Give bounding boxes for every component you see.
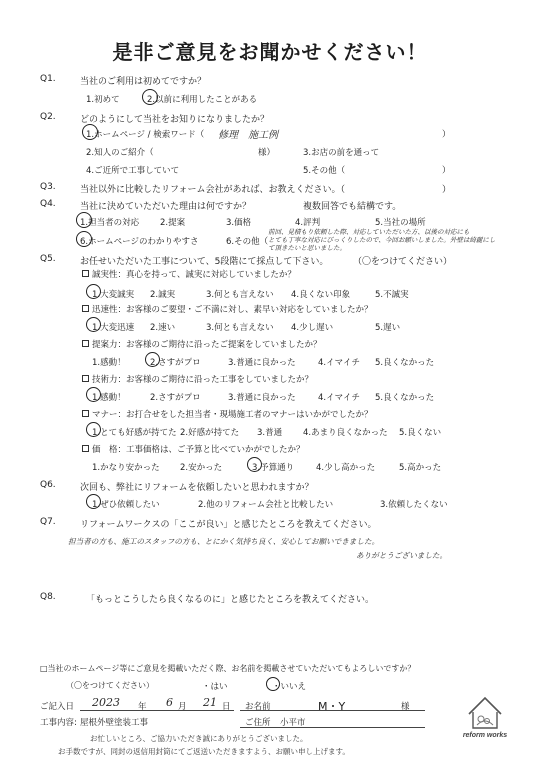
q2-question: どのようにして当社をお知りになりましたか？ xyxy=(80,115,270,125)
q5-manners-opt-5[interactable]: 5.良くない xyxy=(399,428,442,438)
house-logo-icon xyxy=(455,692,515,732)
q7-question: リフォームワークスの「ここが良い」と感じたところを教えてください。 xyxy=(80,520,377,530)
q4-number: Q4. xyxy=(40,199,56,209)
paren-close: ） xyxy=(442,185,452,195)
date-month-value[interactable]: 6 xyxy=(166,696,173,709)
q4-option-3[interactable]: 3.価格 xyxy=(226,218,252,228)
q2-option-3[interactable]: 3.お店の前を通って xyxy=(303,148,380,158)
q8-number: Q8. xyxy=(40,592,56,602)
q6-option-2[interactable]: 2.他のリフォーム会社と比較したい xyxy=(198,500,334,510)
answer-circle xyxy=(266,677,280,691)
address-label: ご住所 xyxy=(245,718,271,728)
work-value: 屋根外壁塗装工事 xyxy=(80,718,149,728)
checkbox-square xyxy=(82,270,89,277)
answer-circle xyxy=(145,352,160,367)
q5-proposal-opt-5[interactable]: 5.良くなかった xyxy=(375,358,435,368)
q2-handwritten-keywords: 修理 施工例 xyxy=(218,130,278,141)
q5-skill-opt-3[interactable]: 3.普通に良かった xyxy=(228,393,296,403)
answer-circle xyxy=(142,89,158,105)
q5-proposal-opt-4[interactable]: 4.イマイチ xyxy=(318,358,360,368)
q4-note: 複数回答でも結構です。 xyxy=(303,202,402,212)
answer-circle xyxy=(76,231,92,247)
consent-yes[interactable]: ・はい xyxy=(202,682,228,692)
q5-speed-opt-4[interactable]: 4.少し遅い xyxy=(291,323,334,333)
q4-option-6[interactable]: 6.ホームページのわかりやすさ xyxy=(80,237,199,247)
paren-close: ） xyxy=(442,166,451,176)
name-label: お名前 xyxy=(245,702,271,712)
q5-speed-opt-5[interactable]: 5.遅い xyxy=(375,323,401,333)
q5-proposal-opt-3[interactable]: 3.普通に良かった xyxy=(228,358,296,368)
address-value[interactable]: 小平市 xyxy=(280,718,306,728)
day-unit: 日 xyxy=(222,702,231,712)
answer-circle xyxy=(247,457,262,472)
answer-circle xyxy=(86,387,101,402)
q6-option-1[interactable]: 1.ぜひ依頼したい xyxy=(92,500,160,510)
q5-item-price: 価 格：工事価格は、ご予算と比べていかがでしたか？ xyxy=(92,445,305,455)
q4-handwritten-line-2: とても丁寧な対応にびっくりしたので、今回お願いしました。外壁は綺麗にして頂きたいと思いました。 xyxy=(268,236,496,252)
q5-skill-opt-4[interactable]: 4.イマイチ xyxy=(318,393,360,403)
work-label: 工事内容: xyxy=(40,718,77,728)
q2-option-4[interactable]: 4.ご近所で工事していて xyxy=(86,166,180,176)
footer-return-note: お手数ですが、同封の返信用封筒にてご返送いただきますよう、お願い申し上げます。 xyxy=(58,747,350,756)
q2-option-2-suffix: 様） xyxy=(258,148,276,158)
q4-handwritten-reason xyxy=(268,228,498,252)
checkbox-square xyxy=(82,375,89,382)
q1-number: Q1. xyxy=(40,74,56,84)
q4-option-other[interactable]: 6.その他（ xyxy=(226,237,269,247)
q6-option-3[interactable]: 3.依頼したくない xyxy=(380,500,448,510)
q7-handwritten-answer: 担当者の方も、施工のスタッフの方も、とにかく気持ち良く、安心してお願いできました。 xyxy=(68,537,380,546)
consent-instruction: （〇をつけてください） xyxy=(66,681,154,690)
q2-option-2[interactable]: 2.知人のご紹介（ xyxy=(86,148,154,158)
checkbox-square xyxy=(82,445,89,452)
q5-skill-opt-5[interactable]: 5.良くなかった xyxy=(375,393,435,403)
q5-price-opt-5[interactable]: 5.高かった xyxy=(399,463,442,473)
q5-skill-opt-2[interactable]: 2.さすがプロ xyxy=(150,393,201,403)
q5-item-integrity: 誠実性：真心を持って、誠実に対応していましたか？ xyxy=(92,270,296,280)
q2-option-1[interactable]: 1.ホームページ / 検索ワード（ xyxy=(86,130,205,140)
answer-circle xyxy=(86,422,101,437)
answer-circle xyxy=(86,317,101,332)
q5-manners-opt-4[interactable]: 4.あまり良くなかった xyxy=(303,428,388,438)
q3-number: Q3. xyxy=(40,182,56,192)
name-underline xyxy=(240,710,425,711)
consent-no[interactable]: ・いいえ xyxy=(272,682,307,692)
checkbox-square xyxy=(82,340,89,347)
q5-price-opt-2[interactable]: 2.安かった xyxy=(180,463,223,473)
q5-integrity-opt-2[interactable]: 2.誠実 xyxy=(150,290,176,300)
q4-option-2[interactable]: 2.提案 xyxy=(160,218,186,228)
date-label: ご記入日 xyxy=(40,702,75,712)
answer-circle xyxy=(82,124,98,140)
q5-skill-opt-1[interactable]: 1.感動！ xyxy=(92,393,126,403)
logo-text: reform works xyxy=(462,732,508,739)
q1-option-2[interactable]: 2.以前に利用したことがある xyxy=(147,95,258,105)
q5-speed-opt-2[interactable]: 2.速い xyxy=(150,323,176,333)
q5-instruction: （〇をつけてください） xyxy=(353,257,453,267)
q5-integrity-opt-3[interactable]: 3.何とも言えない xyxy=(206,290,274,300)
q4-option-5[interactable]: 5.当社の場所 xyxy=(375,218,426,228)
footer-thanks: お忙しいところ、ご協力いただき誠にありがとうございました。 xyxy=(90,734,308,743)
name-value[interactable]: M・Y xyxy=(318,700,346,713)
date-year-value[interactable]: 2023 xyxy=(92,696,120,709)
paren-close: ） xyxy=(442,130,451,140)
q5-manners-opt-3[interactable]: 3.普通 xyxy=(257,428,283,438)
q5-price-opt-4[interactable]: 4.少し高かった xyxy=(316,463,376,473)
q4-option-4[interactable]: 4.評判 xyxy=(295,218,321,228)
q5-price-opt-3[interactable]: 3.予算通り xyxy=(252,463,295,473)
month-unit: 月 xyxy=(178,702,187,712)
q6-number: Q6. xyxy=(40,480,56,490)
q4-option-1[interactable]: 1.担当者の対応 xyxy=(80,218,140,228)
consent-question: □当社のホームページ等にご意見を掲載いただく際、お名前を掲載させていただいてもよろしいですか？ xyxy=(40,664,416,673)
q4-question: 当社に決めていただいた理由は何ですか？ xyxy=(80,202,252,212)
q6-question: 次回も、弊社にリフォームを依頼したいと思われますか？ xyxy=(80,483,314,493)
date-day-value[interactable]: 21 xyxy=(203,696,217,709)
q5-integrity-opt-4[interactable]: 4.良くない印象 xyxy=(291,290,351,300)
date-underline xyxy=(80,710,234,711)
q5-item-skill: 技術力：お客様のご期待に沿った工事をしていましたか？ xyxy=(92,375,314,385)
q5-item-speed: 迅速性：お客様のご要望・ご不満に対し、素早い対応をしていましたか？ xyxy=(92,305,373,315)
q5-proposal-opt-1[interactable]: 1.感動！ xyxy=(92,358,126,368)
answer-circle xyxy=(76,212,92,228)
q7-number: Q7. xyxy=(40,517,56,527)
q5-integrity-opt-1[interactable]: 1.大変誠実 xyxy=(92,290,135,300)
q1-option-1[interactable]: 1.初めて xyxy=(86,95,120,105)
answer-circle xyxy=(86,494,101,509)
q3-question: 当社以外に比較したリフォーム会社があれば、お教えください。（ xyxy=(80,185,346,195)
q5-manners-opt-2[interactable]: 2.好感が持てた xyxy=(180,428,240,438)
checkbox-square xyxy=(82,305,89,312)
q2-number: Q2. xyxy=(40,112,56,122)
name-suffix: 様 xyxy=(401,702,410,712)
q5-item-proposal: 提案力：お客様のご期待に沿ったご提案をしていましたか？ xyxy=(92,340,322,350)
q5-number: Q5. xyxy=(40,254,56,264)
q5-speed-opt-3[interactable]: 3.何とも言えない xyxy=(206,323,274,333)
q5-integrity-opt-5[interactable]: 5.不誠実 xyxy=(375,290,409,300)
q2-option-5[interactable]: 5.その他（ xyxy=(303,166,346,176)
page-title: 是非ご意見をお聞かせください！ xyxy=(112,40,428,64)
q7-handwritten-thanks: ありがとうございました。 xyxy=(356,551,448,560)
q5-question: お任せいただいた工事について、5段階にて採点して下さい。 xyxy=(80,257,329,267)
address-underline xyxy=(240,727,425,728)
checkbox-square xyxy=(82,410,89,417)
q1-question: 当社のご利用は初めてですか？ xyxy=(80,77,207,87)
q4-handwritten-line-1: 前回、見積もり依頼した際、対応していただいた方、以後の対応にも xyxy=(268,228,470,236)
q5-proposal-opt-2[interactable]: 2.さすがプロ xyxy=(150,358,201,368)
q8-question: 「もっとこうしたら良くなるのに」と感じたところを教えてください。 xyxy=(86,595,375,605)
q5-item-manners: マナー：お打合せをした担当者・現場施工者のマナーはいかがでしたか？ xyxy=(92,410,373,420)
year-unit: 年 xyxy=(138,702,147,712)
answer-circle xyxy=(86,284,101,299)
reform-works-logo xyxy=(455,692,515,742)
q5-manners-opt-1[interactable]: 1.とても好感が持てた xyxy=(92,428,177,438)
q5-price-opt-1[interactable]: 1.かなり安かった xyxy=(92,463,160,473)
q5-speed-opt-1[interactable]: 1.大変迅速 xyxy=(92,323,135,333)
